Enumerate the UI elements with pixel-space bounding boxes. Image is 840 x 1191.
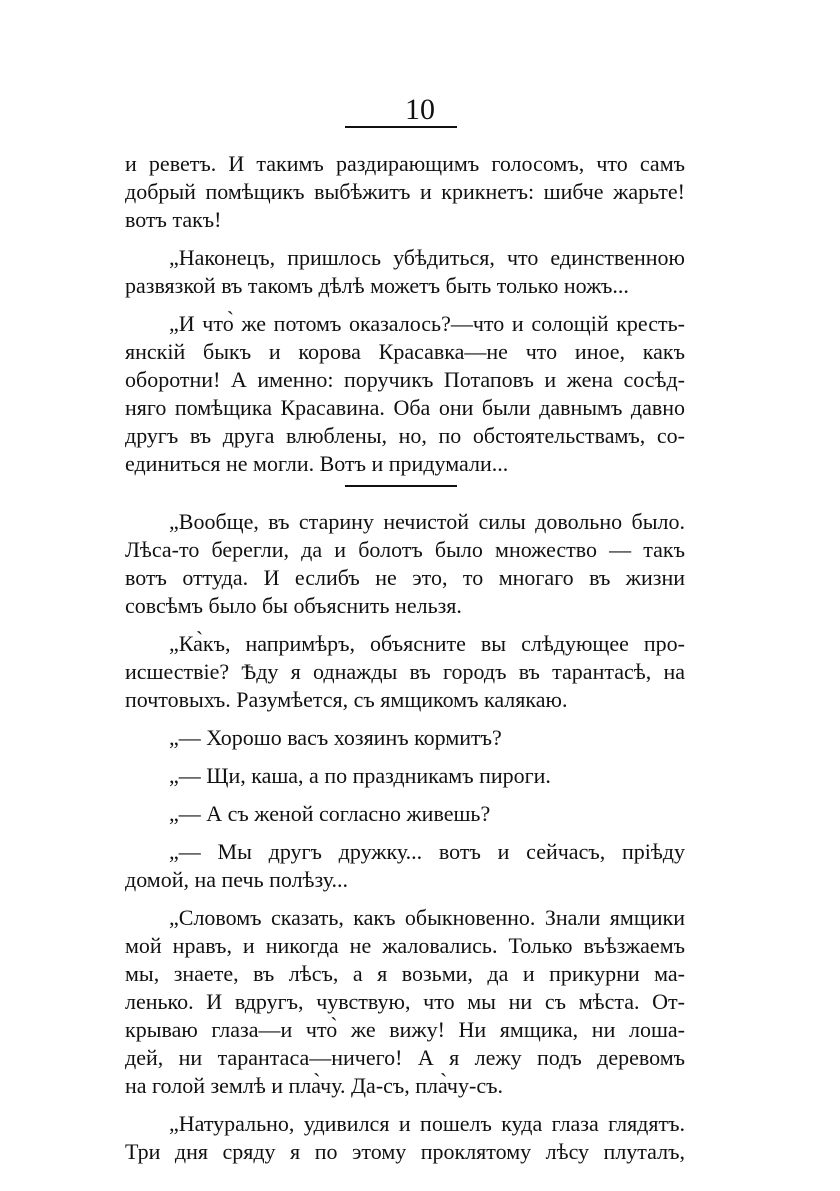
paragraph-gap	[125, 894, 685, 904]
text-line: „Словомъ сказать, какъ обыкновенно. Знали ямщики	[169, 905, 685, 930]
text-line: „— Хорошо васъ хозяинъ кормитъ?	[169, 725, 502, 750]
text-line: почтовыхъ. Разумѣется, съ ямщикомъ калякаю.	[125, 687, 568, 712]
text-section-1	[125, 150, 685, 478]
text-line: ленько. И вдругъ, чувствую, что мы ни съ мѣста. От-	[125, 989, 685, 1014]
text-line: единиться не могли. Вотъ и придумали...	[125, 451, 509, 476]
text-line: янскій быкъ и корова Красавка—не что иное, какъ	[125, 339, 685, 364]
text-line: вотъ такъ!	[125, 207, 222, 232]
paragraph-gap	[125, 752, 685, 762]
section-divider	[345, 485, 457, 487]
text-line: мой нравъ, и никогда не жаловались. Только въѣзжаемъ	[125, 933, 685, 958]
paragraph-gap	[125, 714, 685, 724]
text-line: развязкой въ такомъ дѣлѣ можетъ быть только ножъ...	[125, 273, 629, 298]
text-line: на голой землѣ и пла̀чу. Да-съ, пла̀чу-съ.	[125, 1073, 503, 1098]
text-line: „Вообще, въ старину нечистой силы довольно было.	[169, 509, 685, 534]
text-line: няго помѣщика Красавина. Оба они были давнымъ давно	[125, 395, 685, 420]
text-line: дей, ни тарантаса—ничего! А я лежу подъ деревомъ	[125, 1045, 685, 1070]
paragraph-gap	[125, 790, 685, 800]
text-line: „— А съ женой согласно живешь?	[169, 801, 491, 826]
text-line: совсѣмъ было бы объяснить нельзя.	[125, 593, 462, 618]
paragraph-gap	[125, 300, 685, 310]
header-rule	[345, 126, 457, 128]
text-line: Три дня сряду я по этому проклятому лѣсу плуталъ,	[125, 1139, 685, 1164]
paragraph-gap	[125, 1100, 685, 1110]
text-line: вотъ оттуда. И еслибъ не это, то многаго въ жизни	[125, 565, 685, 590]
paragraph-gap	[125, 828, 685, 838]
text-line: „— Мы другъ дружку... вотъ и сейчасъ, пріѣду	[169, 839, 685, 864]
text-line: оборотни! А именно: поручикъ Потаповъ и жена сосѣд-	[125, 367, 685, 392]
text-line: „Наконецъ, пришлось убѣдиться, что единственною	[169, 245, 685, 270]
paragraph-gap	[125, 620, 685, 630]
text-line: и реветъ. И такимъ раздирающимъ голосомъ, что самъ	[125, 151, 685, 176]
text-section-2	[125, 508, 685, 1166]
text-line: Лѣса-то берегли, да и болотъ было множество — такъ	[125, 537, 685, 562]
text-line: другъ въ друга влюблены, но, по обстоятельствамъ, со-	[125, 423, 685, 448]
text-line: „Ка̀къ, напримѣръ, объясните вы слѣдующее про-	[169, 631, 685, 656]
text-line: „И что̀ же потомъ оказалось?—что и солощій кресть-	[169, 311, 685, 336]
text-line: домой, на печь полѣзу...	[125, 867, 349, 892]
text-line: добрый помѣщикъ выбѣжитъ и крикнетъ: шибче жарьте!	[125, 179, 685, 204]
text-line: мы, знаете, въ лѣсъ, а я возьми, да и прикурни ма-	[125, 961, 685, 986]
text-line: исшествіе? Ѣду я однажды въ городъ въ тарантасѣ, на	[125, 659, 685, 684]
text-line: „Натурально, удивился и пошелъ куда глаза глядятъ.	[169, 1111, 685, 1136]
text-line: крываю глаза—и что̀ же вижу! Ни ямщика, ни лоша-	[125, 1017, 685, 1042]
paragraph-gap	[125, 234, 685, 244]
page-number: 10	[405, 93, 435, 126]
text-line: „— Щи, каша, а по праздникамъ пироги.	[169, 763, 551, 788]
